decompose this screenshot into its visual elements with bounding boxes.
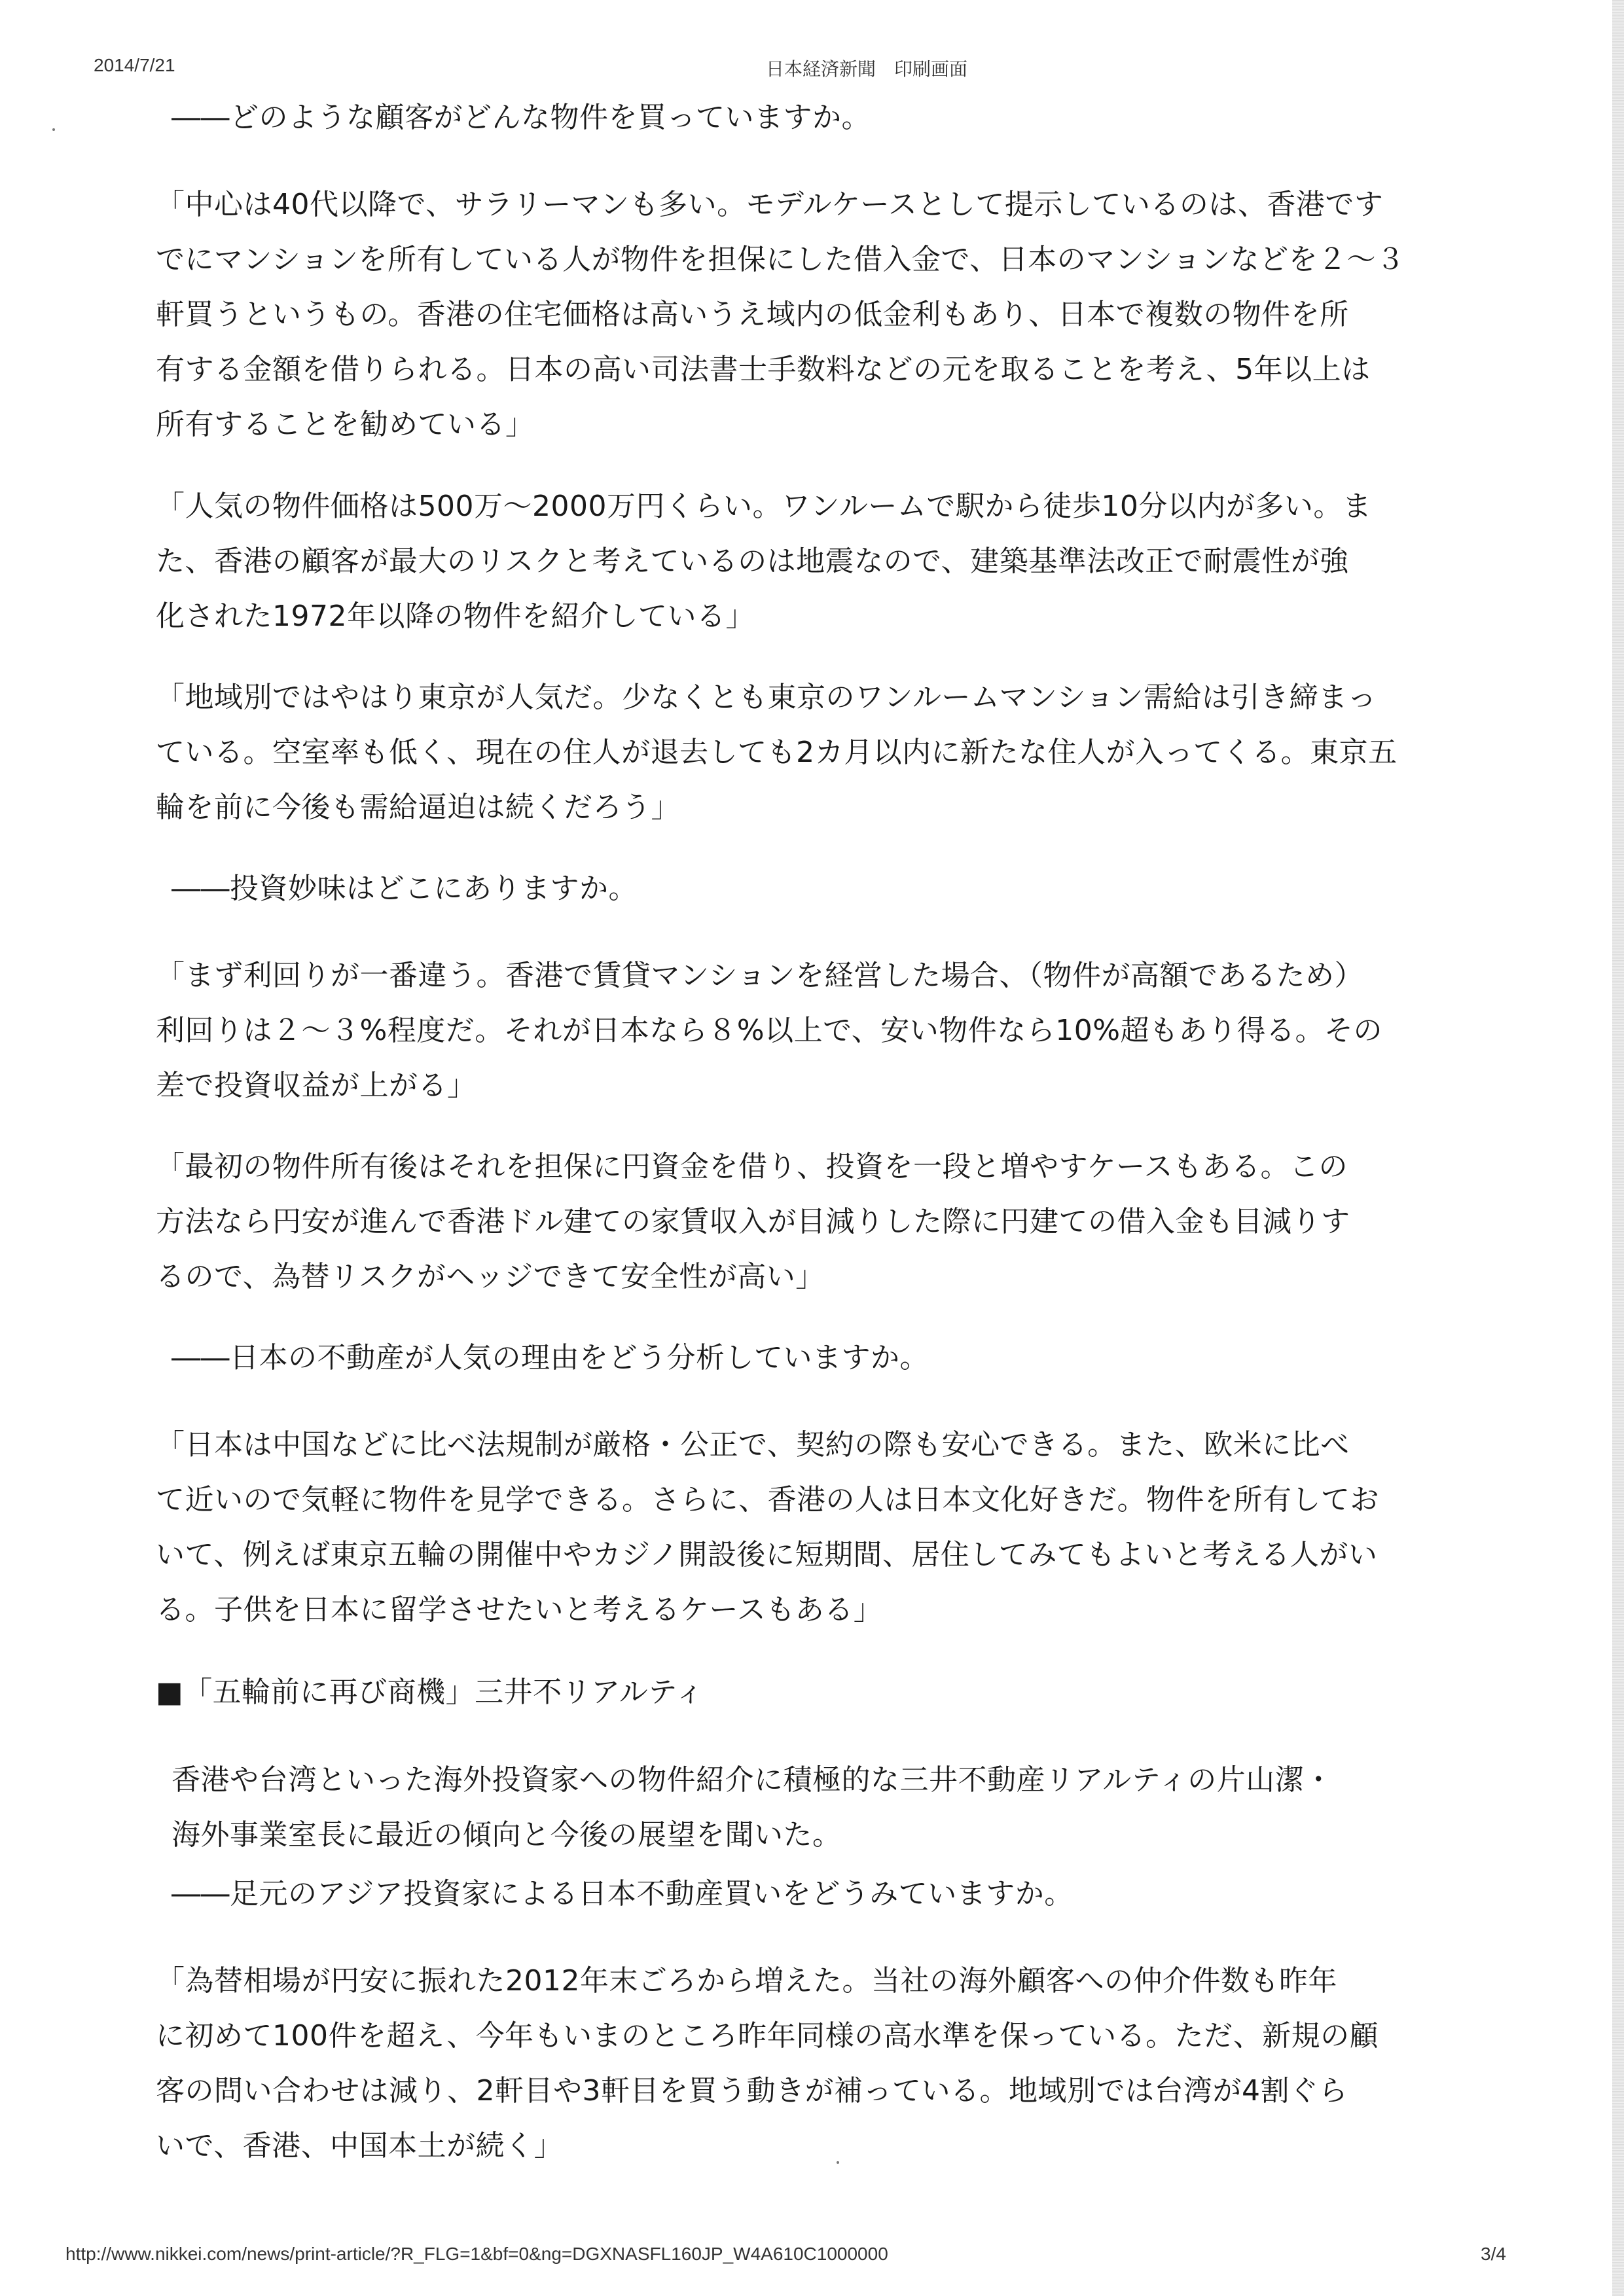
text-line: 輪を前に今後も需給逼迫は続くだろう」 <box>156 791 680 824</box>
text-line: 「日本は中国などに比べ法規制が厳格・公正で、契約の際も安心できる。また、欧米に比べ <box>156 1428 1350 1462</box>
print-header-title: 日本経済新聞 印刷画面 <box>766 59 968 79</box>
question-2 <box>171 861 1520 916</box>
text-line: ――日本の不動産が人気の理由をどう分析していますか。 <box>171 1341 929 1374</box>
text-line: て近いので気軽に物件を見学できる。さらに、香港の人は日本文化好きだ。物件を所有してお <box>156 1483 1379 1516</box>
scan-edge-shadow <box>1612 0 1624 2296</box>
text-line: る。子供を日本に留学させたいと考えるケースもある」 <box>156 1593 883 1626</box>
text-line: 香港や台湾といった海外投資家への物件紹介に積極的な三井不動産リアルティの片山潔・ <box>171 1763 1333 1797</box>
page-number: 3/4 <box>1481 2244 1506 2264</box>
text-line: た、香港の顧客が最大のリスクと考えているのは地震なので、建築基準法改正で耐震性が強 <box>156 545 1349 578</box>
section-heading <box>156 1665 1504 1720</box>
answer-3 <box>156 670 1504 835</box>
print-date: 2014/7/21 <box>94 55 175 75</box>
text-line: 「為替相場が円安に振れた2012年末ごろから増えた。当社の海外顧客への仲介件数も昨年 <box>156 1964 1337 1998</box>
answer-7 <box>156 1954 1504 2174</box>
text-line: 「まず利回りが一番違う。香港で賃貸マンションを経営した場合、（物件が高額であるため） <box>156 959 1364 992</box>
text-line: 「人気の物件価格は500万～2000万円くらい。ワンルームで駅から徒歩10分以内が多い。ま <box>156 490 1372 523</box>
question-4 <box>171 1867 1520 1922</box>
scan-speck <box>52 128 55 131</box>
text-line: 利回りは２～３%程度だ。それが日本なら８%以上で、安い物件なら10%超もあり得る。その <box>156 1014 1383 1047</box>
text-line: ている。空室率も低く、現在の住人が退去しても2カ月以内に新たな住人が入ってくる。東京五 <box>156 736 1398 769</box>
text-line: ――どのような顧客がどんな物件を買っていますか。 <box>171 101 871 134</box>
text-line: 方法なら円安が進んで香港ドル建ての家賃収入が目減りした際に円建ての借入金も目減りす <box>156 1205 1350 1238</box>
question-1 <box>171 90 1520 145</box>
source-url-link[interactable]: http://www.nikkei.com/news/print-article/?R_FLG=1&bf=0&ng=DGXNASFL160JP_W4A610C1000000 <box>65 2244 888 2264</box>
text-line: 化された1972年以降の物件を紹介している」 <box>156 600 755 633</box>
answer-1 <box>156 177 1504 452</box>
text-line: 客の問い合わせは減り、2軒目や3軒目を買う動きが補っている。地域別では台湾が4割ぐら <box>156 2074 1348 2108</box>
answer-6 <box>156 1418 1504 1638</box>
text-line: 軒買うというもの。香港の住宅価格は高いうえ域内の低金利もあり、日本で複数の物件を所 <box>156 298 1349 331</box>
text-line: 「地域別ではやはり東京が人気だ。少なくとも東京のワンルームマンション需給は引き締まっ <box>156 681 1377 714</box>
question-3 <box>171 1331 1520 1386</box>
text-line: でにマンションを所有している人が物件を担保にした借入金で、日本のマンションなどを２～３ <box>156 243 1405 276</box>
text-line: いて、例えば東京五輪の開催中やカジノ開設後に短期間、居住してみてもよいと考える人がい <box>156 1538 1378 1571</box>
text-line: ■「五輪前に再び商機」三井不リアルティ <box>156 1676 704 1709</box>
text-line: るので、為替リスクがヘッジできて安全性が高い」 <box>156 1260 825 1293</box>
answer-5 <box>156 1139 1504 1304</box>
text-line: 「最初の物件所有後はそれを担保に円資金を借り、投資を一段と増やすケースもある。この <box>156 1150 1348 1183</box>
answer-4 <box>156 948 1504 1113</box>
text-line: ――足元のアジア投資家による日本不動産買いをどうみていますか。 <box>171 1877 1074 1910</box>
text-line: いで、香港、中国本土が続く」 <box>156 2129 564 2162</box>
text-line: に初めて100件を超え、今年もいまのところ昨年同様の高水準を保っている。ただ、新規の顧 <box>156 2019 1379 2053</box>
section-intro <box>171 1753 1520 1863</box>
text-line: ――投資妙味はどこにありますか。 <box>171 872 638 905</box>
text-line: 海外事業室長に最近の傾向と今後の展望を聞いた。 <box>171 1818 842 1852</box>
text-line: 所有することを勧めている」 <box>156 408 535 441</box>
answer-2 <box>156 479 1504 644</box>
text-line: 有する金額を借りられる。日本の高い司法書士手数料などの元を取ることを考え、5年以上は <box>156 353 1371 386</box>
text-line: 「中心は40代以降で、サラリーマンも多い。モデルケースとして提示しているのは、香港です <box>156 188 1384 221</box>
text-line: 差で投資収益が上がる」 <box>156 1069 477 1102</box>
